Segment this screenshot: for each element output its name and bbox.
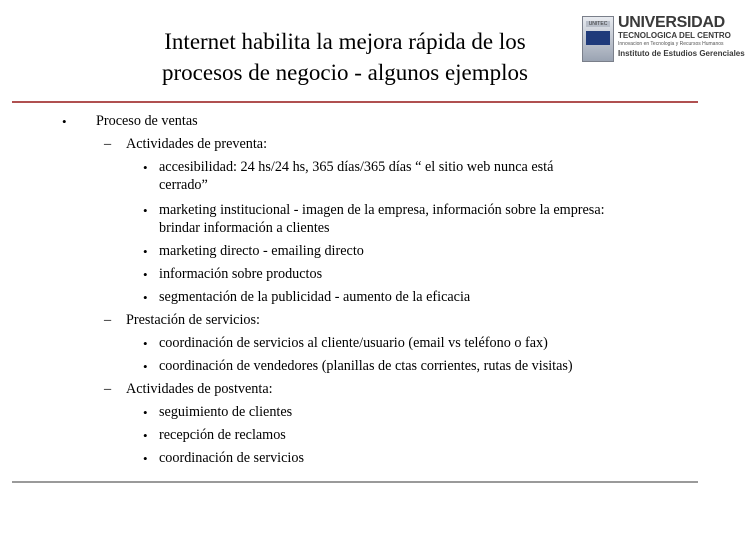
level2-marker: – (104, 136, 112, 152)
preventa-item-4: información sobre productos (159, 266, 323, 282)
servicios-item-2: coordinación de vendedores (planillas de ctas corrientes, rutas de visitas) (159, 358, 573, 374)
level3-bullet: • (143, 267, 148, 282)
section-heading: Proceso de ventas (96, 113, 198, 129)
level3-bullet: • (143, 405, 148, 420)
preventa-heading: Actividades de preventa: (126, 136, 268, 152)
level2-marker: – (104, 312, 112, 328)
postventa-heading: Actividades de postventa: (126, 381, 273, 397)
logo-tagline: Innovacion en Tecnologia y Recursos Humanos (618, 41, 724, 47)
preventa-item-5: segmentación de la publicidad - aumento de la eficacia (159, 289, 471, 305)
postventa-item-1: seguimiento de clientes (159, 404, 293, 420)
level3-bullet: • (143, 290, 148, 305)
servicios-heading: Prestación de servicios: (126, 312, 260, 328)
preventa-item-2-line-2: brindar información a clientes (159, 220, 330, 236)
logo-name: UNIVERSIDAD (618, 14, 725, 31)
preventa-item-1-line-2: cerrado” (159, 177, 208, 193)
crest-caption: UNITEC (586, 21, 610, 27)
logo-subname: TECNOLOGICA DEL CENTRO (618, 31, 731, 40)
top-divider (12, 101, 698, 103)
level1-bullet: • (62, 114, 67, 129)
level3-bullet: • (143, 451, 148, 466)
logo-institute: Instituto de Estudios Gerenciales (618, 49, 745, 58)
level3-bullet: • (143, 359, 148, 374)
level3-bullet: • (143, 203, 148, 218)
preventa-item-1-line-1: accesibilidad: 24 hs/24 hs, 365 días/365 días “ el sitio web nunca está (159, 159, 554, 175)
slide-title-line-1: Internet habilita la mejora rápida de los (164, 29, 526, 54)
level3-bullet: • (143, 336, 148, 351)
university-logo (582, 12, 745, 70)
postventa-item-3: coordinación de servicios (159, 450, 304, 466)
university-crest-icon (582, 16, 614, 62)
level3-bullet: • (143, 244, 148, 259)
bottom-divider (12, 481, 698, 483)
level2-marker: – (104, 381, 112, 397)
servicios-item-1: coordinación de servicios al cliente/usuario (email vs teléfono o fax) (159, 335, 548, 351)
level3-bullet: • (143, 160, 148, 175)
level3-bullet: • (143, 428, 148, 443)
preventa-item-3: marketing directo - emailing directo (159, 243, 364, 259)
slide-title-line-2: procesos de negocio - algunos ejemplos (162, 60, 528, 85)
postventa-item-2: recepción de reclamos (159, 427, 286, 443)
preventa-item-2-line-1: marketing institucional - imagen de la empresa, información sobre la empresa: (159, 202, 605, 218)
slide-title (100, 26, 590, 88)
